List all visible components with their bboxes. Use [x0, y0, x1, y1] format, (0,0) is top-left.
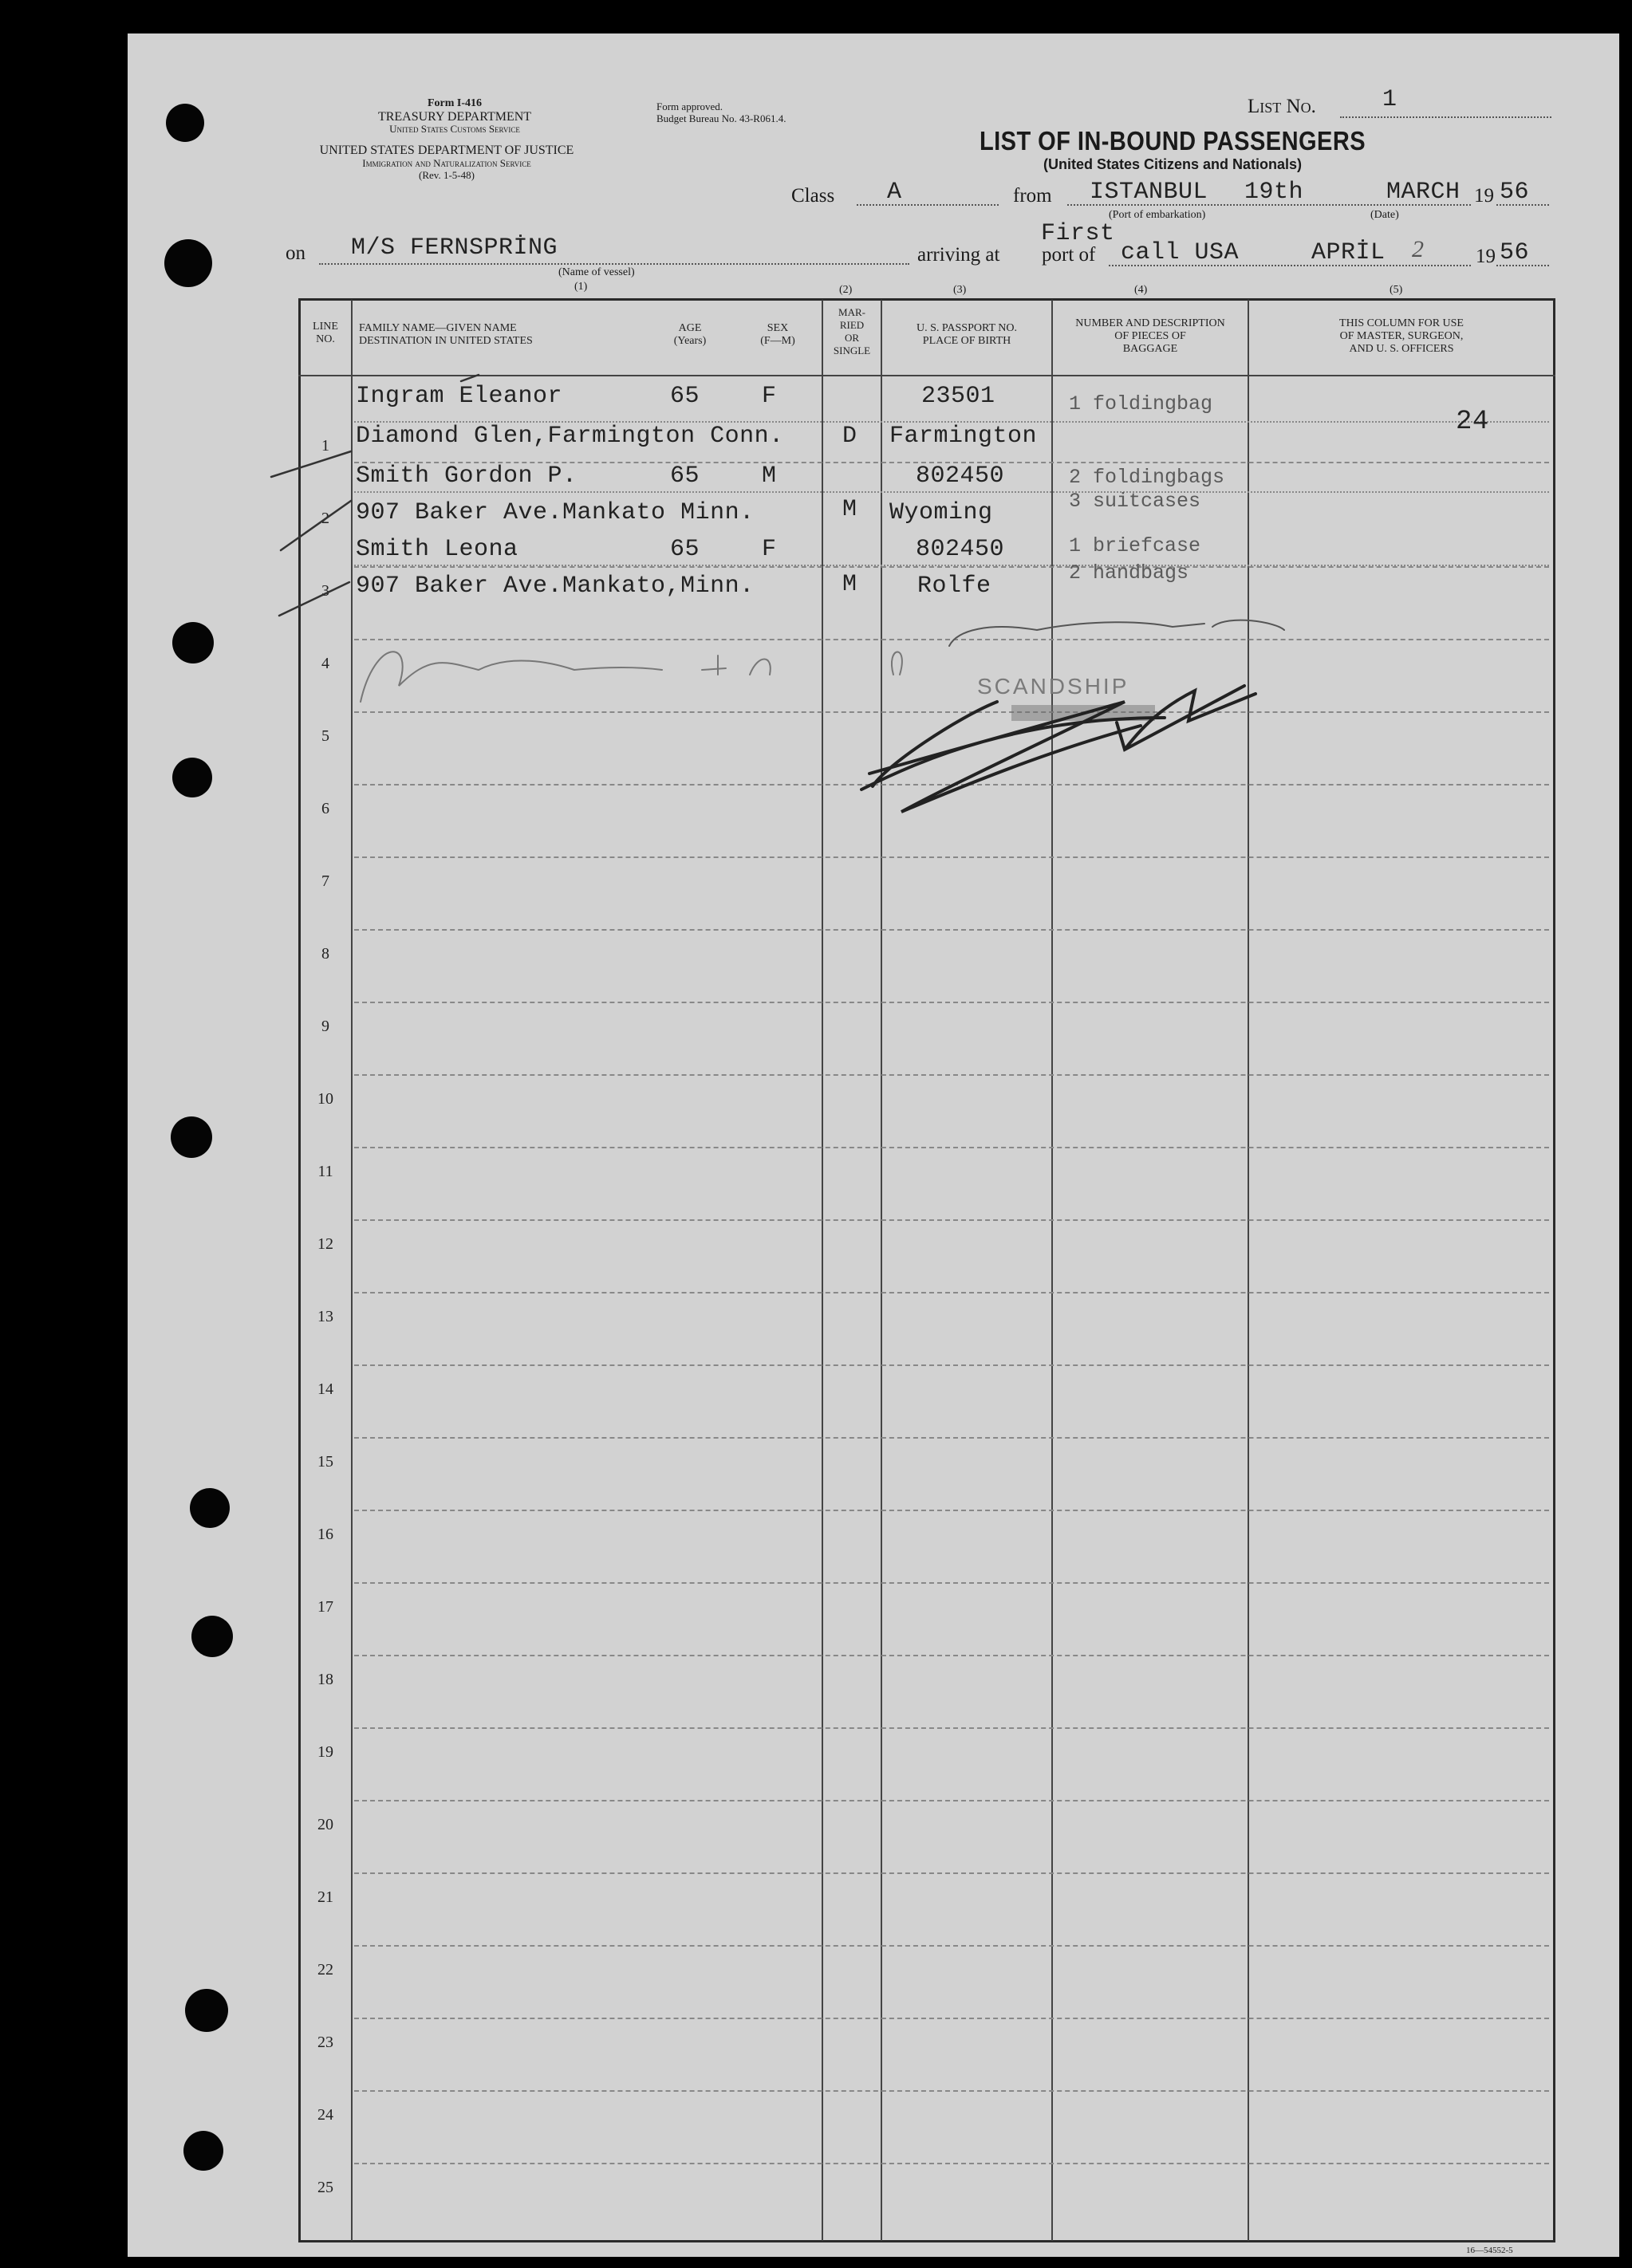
col-num-2: (2): [839, 284, 853, 296]
passenger-marital: D: [842, 423, 857, 450]
header-baggage: NUMBER AND DESCRIPTION OF PIECES OF BAGGAGE: [1075, 317, 1225, 355]
header-sex: SEX (F—M): [760, 322, 795, 347]
passenger-baggage: 2 handbags: [1069, 561, 1189, 585]
stamp-text: SCANDSHIP: [977, 674, 1129, 699]
passenger-name: Ingram Eleanor: [356, 383, 563, 410]
passenger-baggage: 3 suitcases: [1069, 490, 1201, 513]
header-officer-use: THIS COLUMN FOR USE OF MASTER, SURGEON, AND U. S. OFFICERS: [1339, 317, 1464, 355]
port-caption: (Port of embarkation): [1109, 209, 1206, 221]
vessel-name: M/S FERNSPRİNG: [351, 234, 558, 262]
col-num-5: (5): [1390, 284, 1403, 296]
col-num-3: (3): [953, 284, 967, 296]
form-number: Form I-416: [427, 97, 483, 109]
passenger-name: Smith Gordon P.: [356, 463, 578, 490]
passenger-passport: 23501: [921, 383, 995, 410]
passenger-destination: 907 Baker Ave.Mankato,Minn.: [356, 573, 755, 600]
passenger-marital: M: [842, 496, 857, 523]
arriving-year: 56: [1500, 239, 1530, 266]
passenger-birthplace: Farmington: [889, 423, 1038, 450]
date-scrawl: [949, 620, 1284, 646]
check-mark: [271, 451, 351, 477]
row-number: 20: [317, 1816, 333, 1833]
port-of-label: port of: [1042, 244, 1096, 266]
signature-scrawl: [892, 652, 902, 675]
row-number: 11: [317, 1163, 333, 1180]
passenger-marital: M: [842, 571, 857, 598]
row-number: 13: [317, 1308, 333, 1325]
passenger-destination: Diamond Glen,Farmington Conn.: [356, 423, 784, 450]
passenger-passport: 802450: [916, 536, 1005, 563]
from-month: MARCH: [1386, 179, 1461, 206]
arriving-month: APRİL: [1311, 239, 1386, 266]
from-port: ISTANBUL: [1090, 179, 1208, 206]
approval-line1: Form approved.: [656, 100, 723, 112]
passenger-baggage: 2 foldingbags: [1069, 466, 1225, 489]
approval-line2: Budget Bureau No. 43-R061.4.: [656, 112, 786, 124]
check-mark: [281, 501, 351, 550]
passenger-passport: 802450: [916, 463, 1005, 490]
col-num-1: (1): [574, 281, 588, 293]
row-number: 17: [317, 1598, 333, 1616]
class-value: A: [887, 179, 902, 206]
arriving-year-prefix: 19: [1476, 246, 1496, 267]
check-mark: [279, 582, 349, 616]
passenger-age: 65: [670, 463, 700, 490]
row-number: 21: [317, 1888, 333, 1906]
row-number: 8: [321, 945, 329, 963]
header-name: FAMILY NAME—GIVEN NAME DESTINATION IN UNITED STATES: [359, 322, 533, 347]
passenger-birthplace: Wyoming: [889, 499, 993, 526]
row-number: 18: [317, 1671, 333, 1688]
row-number: 1: [321, 437, 329, 455]
passenger-sex: M: [762, 463, 777, 490]
from-year-prefix: 19: [1474, 185, 1494, 207]
row-number: 4: [321, 655, 329, 672]
passenger-birthplace: Rolfe: [917, 573, 991, 600]
passenger-sex: F: [762, 536, 777, 563]
signature-scrawl: [361, 652, 771, 702]
on-label: on: [286, 242, 306, 264]
header-line-no: LINE NO.: [313, 321, 338, 345]
passenger-baggage: 1 briefcase: [1069, 534, 1201, 557]
officer-note: 24: [1456, 407, 1489, 437]
passenger-age: 65: [670, 383, 700, 410]
footer-code: 16—54552-5: [1466, 2246, 1513, 2255]
justice-dept: UNITED STATES DEPARTMENT OF JUSTICE: [319, 144, 574, 157]
revision: (Rev. 1-5-48): [419, 169, 475, 181]
passenger-name: Smith Leona: [356, 536, 518, 563]
from-day: 19th: [1244, 179, 1304, 206]
passenger-baggage: 1 foldingbag: [1069, 392, 1213, 415]
row-number: 12: [317, 1235, 333, 1253]
header-married: MAR- RIED OR SINGLE: [833, 306, 871, 356]
date-caption: (Date): [1370, 209, 1399, 221]
arriving-label: arriving at: [917, 244, 1000, 266]
row-number: 5: [321, 727, 329, 745]
arriving-handwritten: First: [1041, 220, 1115, 247]
row-number: 2: [321, 510, 329, 527]
row-number: 10: [317, 1090, 333, 1108]
row-number: 3: [321, 582, 329, 600]
officer-signature: [861, 686, 1256, 812]
row-number: 24: [317, 2106, 333, 2124]
treasury-dept: TREASURY DEPARTMENT: [377, 110, 532, 124]
ins-service: Immigration and Naturalization Service: [362, 157, 531, 169]
from-year: 56: [1500, 179, 1530, 206]
row-number: 25: [317, 2179, 333, 2196]
customs-service: United States Customs Service: [389, 123, 520, 135]
row-number: 7: [321, 872, 329, 890]
row-number: 9: [321, 1018, 329, 1035]
row-number: 6: [321, 800, 329, 817]
row-number: 16: [317, 1526, 333, 1543]
list-no-value: 1: [1382, 86, 1397, 113]
header-age: AGE (Years): [673, 322, 707, 347]
row-number: 15: [317, 1453, 333, 1471]
arriving-port: call USA: [1121, 239, 1240, 266]
page-title: LIST OF IN-BOUND PASSENGERS: [979, 126, 1366, 156]
row-number: 22: [317, 1961, 333, 1979]
arriving-day: 2: [1412, 236, 1424, 262]
row-number: 19: [317, 1743, 333, 1761]
strike-mark: [461, 375, 479, 381]
vessel-caption: (Name of vessel): [558, 266, 635, 278]
row-number: 23: [317, 2034, 333, 2051]
class-label: Class: [791, 185, 835, 207]
row-number: 14: [317, 1380, 333, 1398]
list-no-label: List No.: [1248, 96, 1316, 117]
passenger-destination: 907 Baker Ave.Mankato Minn.: [356, 499, 755, 526]
page-subtitle: (United States Citizens and Nationals): [1043, 156, 1303, 172]
col-num-4: (4): [1134, 284, 1148, 296]
passenger-sex: F: [762, 383, 777, 410]
passenger-age: 65: [670, 536, 700, 563]
from-label: from: [1013, 185, 1052, 207]
header-passport: U. S. PASSPORT NO. PLACE OF BIRTH: [917, 322, 1017, 347]
